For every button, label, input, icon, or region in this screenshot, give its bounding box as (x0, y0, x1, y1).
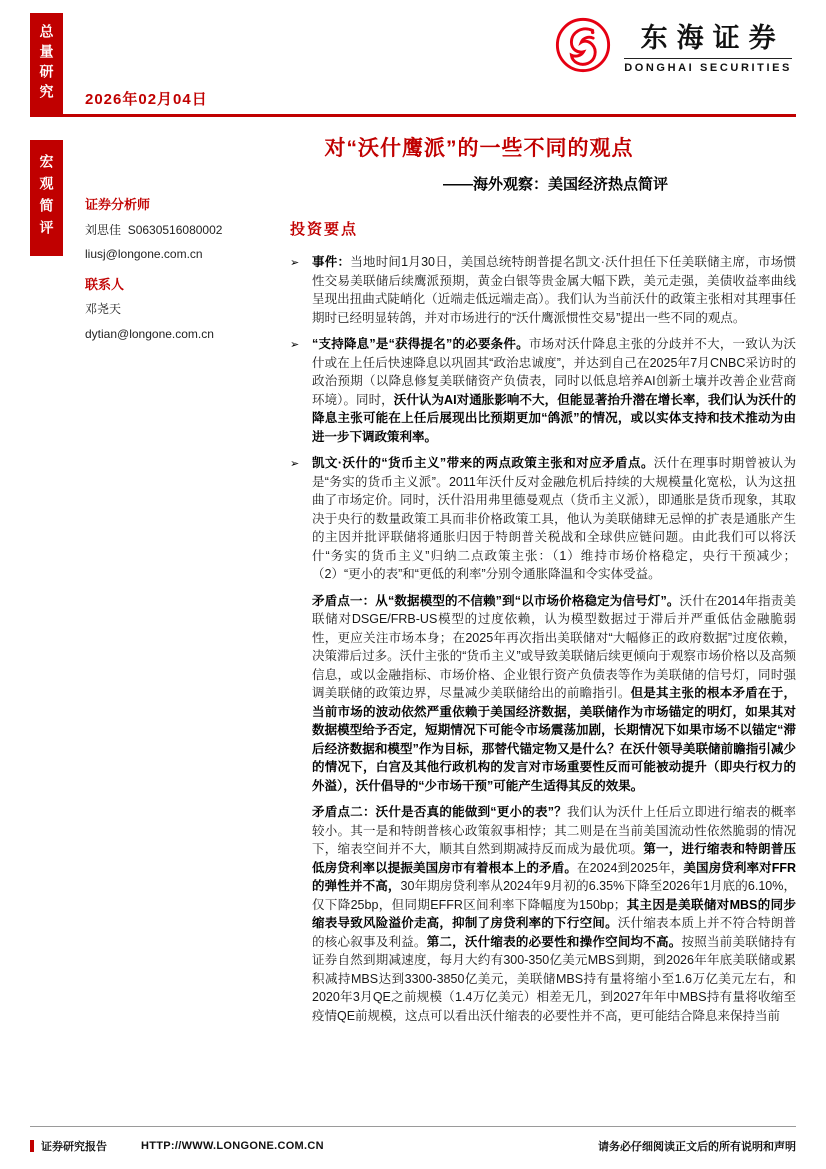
analyst-panel (85, 196, 280, 342)
bullet-arrow-icon: ➢ (290, 257, 300, 269)
brand-divider (624, 58, 792, 59)
bullet-arrow-icon: ➢ (290, 458, 300, 470)
sub-paragraph (290, 592, 796, 796)
footer-url-link[interactable]: HTTP://WWW.LONGONE.COM.CN (141, 1140, 324, 1152)
report-subtitle: ——海外观察：美国经济热点简评 (442, 176, 668, 193)
header-rule (30, 114, 796, 117)
analyst-name-row (85, 222, 280, 238)
footer-rule (30, 1126, 796, 1127)
footer-disclaimer: 请务必仔细阅读正文后的所有说明和声明 (598, 1141, 796, 1153)
contact-name: 邓尧天 (85, 302, 122, 317)
dragon-icon (554, 16, 612, 74)
report-date: 2026年02月04日 (85, 91, 208, 108)
brand-text (624, 16, 792, 74)
brand-logo (554, 16, 792, 74)
report-title: 对“沃什鹰派”的一些不同的观点 (324, 137, 634, 160)
bullet-arrow-icon: ➢ (290, 339, 300, 351)
title-block (290, 132, 668, 194)
paragraph-text: 矛盾点二：沃什是否真的能做到“更小的表”？我们认为沃什上任后立即进行缩表的概率较小。其一是和特朗普核心政策叙事相悖；其二则是在当前美国流动性依然脆弱的情况下，缩表空间并不大，顺其自然到期减持反而成为最优项。第一，进行缩表和特朗普压低房贷利率以提振美国房市有着根本上的矛盾。在2024到2025年，美国房贷利率对FFR的弹性并不高，30年期房贷利率从2024年9月初的6.35%下降至2026年1月底的6.10%，仅下降25bp，但同期EFFR区间利率下降幅度为150bp；其主因是美联储对MBS的同步缩表导致风险溢价走高，抑制了房贷利率的下行空间。沃什缩表本质上并不符合特朗普的核心叙事及利益。第二，沃什缩表的必要性和操作空间均不高。按照当前美联储持有证券自然到期减速度，每月大约有300-350亿美元MBS到期，到2026年年底美联储或累积减持MBS达到3300-3850亿美元，美联储MBS持有量将缩小至1.6万亿美元左右，和2020年3月QE之前规模（1.4万亿美元）相差无几，到2027年年中MBS持有量将收缩至疫情QE前规模，这点可以看出沃什缩表的必要性并不高，更可能结合降息来保持当前 (312, 805, 796, 1023)
section-title-investment-highlights: 投资要点 (290, 221, 359, 238)
sub-paragraph (290, 803, 796, 1025)
footer-accent-bar (30, 1140, 34, 1152)
contact-email[interactable]: dytian@longone.com.cn (85, 326, 214, 341)
contact-section-title: 联系人 (85, 276, 125, 292)
analyst-email[interactable]: liusj@longone.com.cn (85, 246, 203, 261)
paragraph-text: “支持降息”是“获得提名”的必要条件。市场对沃什降息主张的分歧并不大，一致认为沃什或在上任后快速降息以巩固其“政治忠诚度”，并达到自己在2025年7月CNBC采访时的政治预期（以降息修复美联储资产负债表，同时以低息培养AI创新土壤并改善企业营商环境）。同时，沃什认为AI对通胀影响不大，但能显著抬升潜在增长率，我们认为沃什的降息主张可能在上任后展现出比预期更加“鸽派”的情况，或以实体支持和技术推动为由进一步下调政策利率。 (312, 337, 796, 444)
paragraph-list (290, 253, 796, 1025)
footer-report-type: 证券研究报告 (41, 1141, 107, 1153)
category-banner-label: 总量研究 (38, 23, 55, 104)
analyst-name: 刘思佳 (85, 222, 122, 237)
brand-name-en: DONGHAI SECURITIES (624, 62, 792, 74)
bullet-paragraph (290, 253, 796, 327)
paragraph-text: 凯文·沃什的“货币主义”带来的两点政策主张和对应矛盾点。沃什在理事时期曾被认为是“务实的货币主义派”。2011年沃什反对金融危机后持续的大规模量化宽松，认为这扭曲了市场定价。同时，沃什沿用弗里德曼观点（货币主义派），即通胀是货币现象，其取决于央行的数量政策工具而非价格政策工具，他认为美联储肆无忌惮的扩表是通胀产生的主因并批评联储将通胀归因于特朗普关税战和全球供应链问题。由此我们可以将沃什“务实的货币主义”归纳二点政策主张：（1）维持市场价格稳定，央行干预减少；（2）“更小的表”和“更低的利率”分别令通胀降温和令实体受益。 (312, 456, 796, 581)
brand-name-cn: 东海证券 (640, 23, 785, 53)
page-footer (30, 1138, 796, 1154)
analyst-section-title: 证券分析师 (85, 197, 151, 212)
report-type-label: 宏观简评 (38, 154, 55, 242)
report-type-banner (30, 140, 63, 256)
bullet-paragraph (290, 335, 796, 446)
bullet-paragraph (290, 454, 796, 584)
report-body (290, 132, 796, 1107)
paragraph-text: 事件：当地时间1月30日，美国总统特朗普提名凯文·沃什担任下任美联储主席，市场惯性交易美联储后续鹰派预期，黄金白银等贵金属大幅下跌，美元走强，美债收益率曲线呈现出扭曲式陡峭化（近端走低远端走高）。我们认为当前沃什的政策主张相对其理事任期时已经明显转鸽，并对市场进行的“沃什鹰派惯性交易”提出一些不同的观点。 (312, 255, 796, 325)
analyst-license-id: S0630516080002 (127, 222, 223, 237)
category-banner (30, 13, 63, 114)
paragraph-text: 矛盾点一：从“数据模型的不信赖”到“以市场价格稳定为信号灯”。沃什在2014年指责美联储对DSGE/FRB-US模型的过度依赖，认为模型数据过于滞后并严重低估金融脆弱性，更应关注市场本身；在2025年再次指出美联储对“大幅修正的政府数据”过度依赖，决策滞后过多。沃什主张的“货币主义”或导致美联储后续更倾向于观察市场价格以及高频信息，或以金融指标、市场价格、企业银行资产负债表等作为美联储的信号灯，同时强调美联储的政策边界，尽量减少美联储给出的前瞻指引。但是其主张的根本矛盾在于，当前市场的波动依然严重依赖于美国经济数据，美联储作为市场锚定的明灯，如果其对数据模型给予否定，短期情况下可能令市场震荡加剧，长期情况下如果市场不以锚定“滞后经济数据和模型”作为目标，那替代锚定物又是什么？在沃什领导美联储前瞻指引减少的情况下，白宫及其他行政机构的发言对市场重要性反而可能被动提升（即央行权力的外溢），沃什倡导的“少市场干预”可能产生适得其反的效果。 (312, 593, 796, 793)
